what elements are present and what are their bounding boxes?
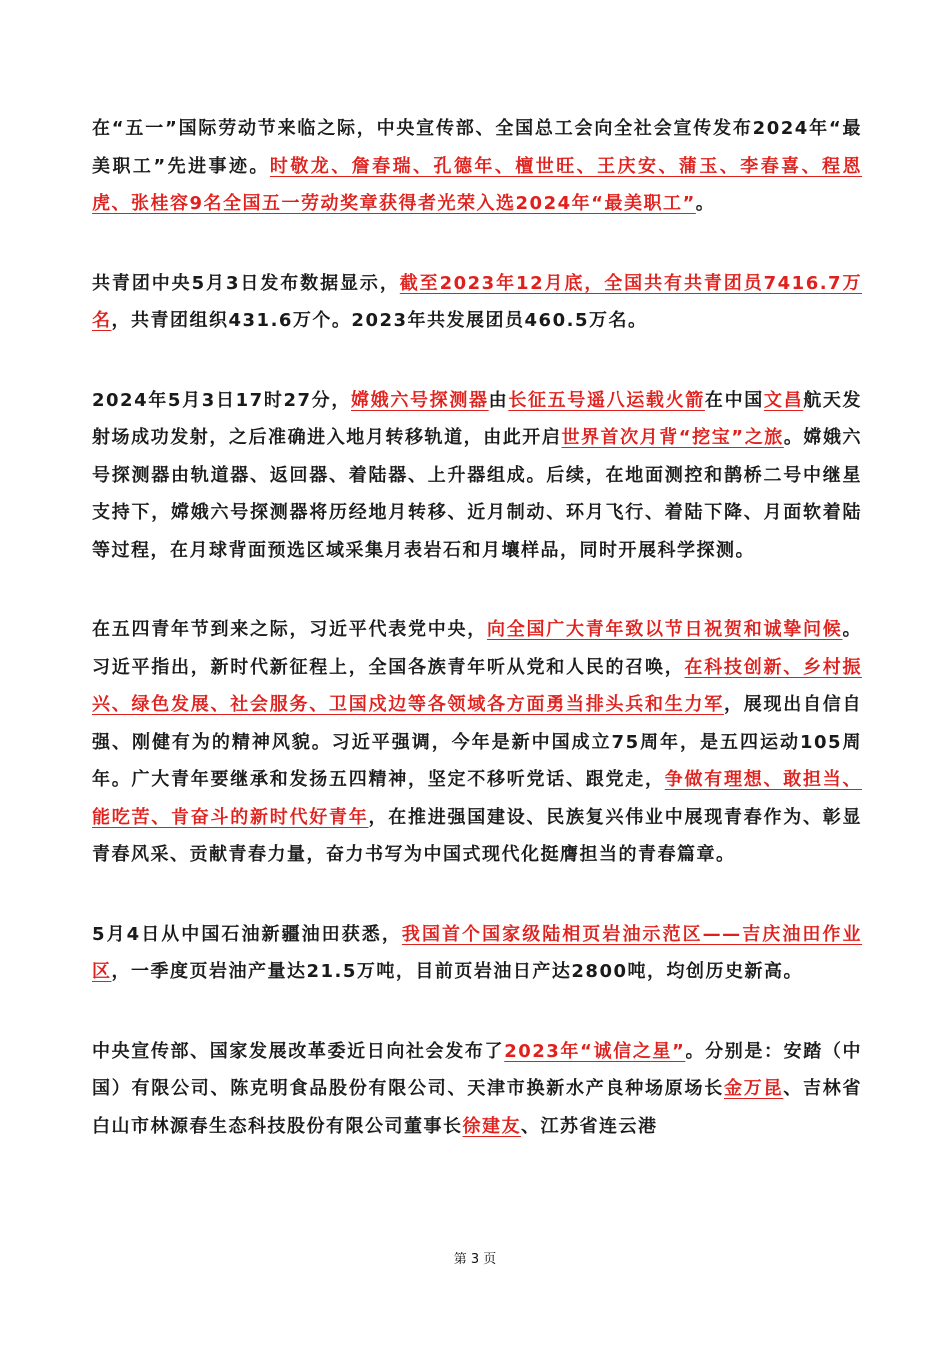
document-body (92, 110, 862, 1187)
body-text: 在中国 (704, 389, 764, 411)
highlighted-text: 时敬龙、詹春瑞、孔德年、檀世旺、王庆安、蒲玉、李春喜、程恩虎、张桂容9名全国五一劳动奖章获得者光荣入选2024年“最美职工” (92, 155, 862, 214)
body-text: ，展现出自信自强、刚健有为的精神风貌。习近平强调，今年是新中国成立75周年，是五四运动105周年。广大青年要继承和发扬五四精神，坚定不移听党话、跟党走， (92, 694, 862, 790)
page-number: 第 3 页 (453, 1252, 497, 1267)
body-text: 。习近平指出，新时代新征程上，全国各族青年听从党和人民的召唤， (92, 619, 862, 678)
highlighted-text: 我国首个国家级陆相页岩油示范区——吉庆油田作业区 (92, 923, 862, 982)
highlighted-text: 在科技创新、乡村振兴、绿色发展、社会服务、卫国戍边等各领域各方面勇当排头兵和生力军 (92, 656, 862, 715)
body-text: 、江苏省连云港 (521, 1115, 658, 1137)
body-text: 在“五一”国际劳动节来临之际，中央宣传部、全国总工会向全社会宣传发布2024年“最美职工”先进事迹。 (92, 118, 862, 177)
body-text: ，一季度页岩油产量达21.5万吨，目前页岩油日产达2800吨，均创历史新高。 (111, 961, 804, 982)
highlighted-text: 金万昆 (724, 1078, 784, 1099)
body-text: 在五四青年节到来之际，习近平代表党中央， (92, 619, 487, 640)
body-text: ，共青团组织431.6万个。2023年共发展团员460.5万名。 (111, 310, 648, 331)
paragraph-integrity-stars (92, 1033, 862, 1146)
paragraph-shale-oil (92, 916, 862, 991)
body-text: 中央宣传部、国家发展改革委近日向社会发布了 (92, 1040, 505, 1062)
highlighted-text: 文昌 (763, 389, 804, 411)
body-text: 航天发射场成功发射，之后准确进入地月转移轨道，由此开启 (92, 389, 863, 448)
body-text: 。 (695, 193, 716, 214)
paragraph-labor-day (92, 110, 862, 223)
body-text: 由 (488, 389, 509, 411)
body-text: 、吉林省白山市林源春生态科技股份有限公司董事长 (92, 1078, 862, 1137)
highlighted-text: 长征五号遥八运载火箭 (508, 389, 705, 411)
body-text: 2024年5月3日17时27分， (92, 389, 352, 411)
body-text: ，在推进强国建设、民族复兴伟业中展现青春作为、彰显青春风采、贡献青春力量，奋力书写为中国式现代化挺膺担当的青春篇章。 (92, 806, 862, 865)
highlighted-text: 嫦娥六号探测器 (351, 389, 489, 411)
body-text: 。嫦娥六号探测器由轨道器、返回器、着陆器、上升器组成。后续，在地面测控和鹊桥二号中继星支持下，嫦娥六号探测器将历经地月转移、近月制动、环月飞行、着陆下降、月面软着陆等过程，在月球背面预选区域采集月表岩石和月壤样品，同时开展科学探测。 (92, 427, 863, 561)
highlighted-text: 徐建友 (462, 1115, 521, 1137)
highlighted-text: 截至2023年12月底，全国共有共青团员7416.7万名 (92, 272, 862, 331)
body-text: 5月4日从中国石油新疆油田获悉， (92, 923, 402, 945)
highlighted-text: 世界首次月背“挖宝”之旅 (561, 427, 784, 448)
paragraph-youth-league (92, 265, 862, 340)
paragraph-youth-day (92, 611, 862, 874)
highlighted-text: 向全国广大青年致以节日祝贺和诚挚问候 (487, 619, 843, 640)
body-text: 共青团中央5月3日发布数据显示， (92, 272, 400, 294)
body-text: 。分别是：安踏（中国）有限公司、陈克明食品股份有限公司、天津市换新水产良种场原场长 (92, 1040, 862, 1099)
paragraph-change6-launch (92, 382, 862, 570)
highlighted-text: 争做有理想、敢担当、能吃苦、肯奋斗的新时代好青年 (92, 769, 862, 828)
highlighted-text: 2023年“诚信之星” (504, 1040, 686, 1062)
